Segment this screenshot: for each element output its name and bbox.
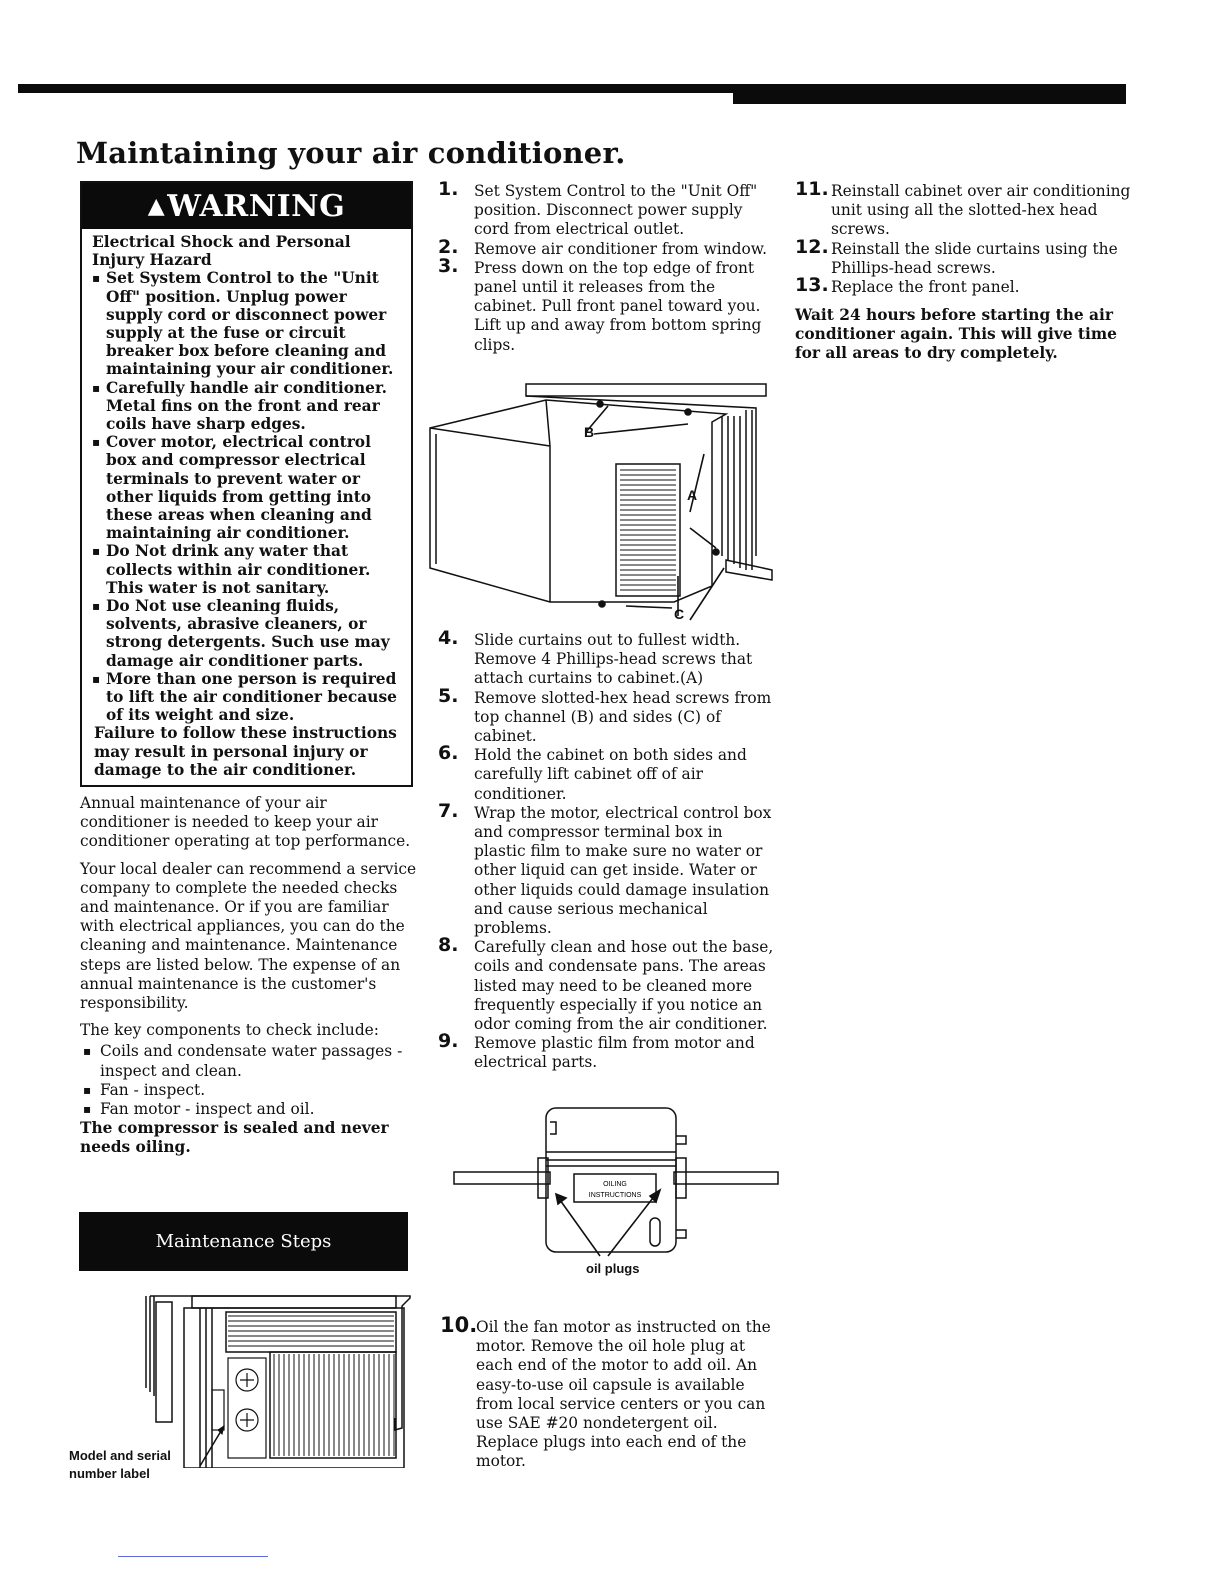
warning-footer: Failure to follow these instructions may result in personal injury or damage to the air conditioner.	[94, 724, 397, 779]
header-rule-tab	[733, 84, 1126, 104]
motor-label-line-1: OILING	[603, 1181, 627, 1188]
warning-item: ▪ More than one person is required to lift the air conditioner because of its weight and size.	[90, 670, 403, 725]
step-8: 8. Carefully clean and hose out the base, coils and condensate pans. The areas listed may need to be cleaned more frequently especially if you notice an odor coming from the air conditioner.	[438, 934, 774, 1034]
hazard-title: Electrical Shock and Personal Injury Hazard	[92, 233, 351, 270]
step-9: 9. Remove plastic film from motor and electrical parts.	[438, 1030, 755, 1072]
steps-group-1	[438, 178, 778, 355]
components-intro: The key components to check include:	[80, 1021, 379, 1040]
step-5: 5. Remove slotted-hex head screws from top channel (B) and sides (C) of cabinet.	[438, 684, 772, 746]
footer-rule	[118, 1556, 268, 1557]
warning-item: ▪ Carefully handle air conditioner. Metal fins on the front and rear coils have sharp edges.	[90, 379, 403, 434]
step-1: 1. Set System Control to the "Unit Off" position. Disconnect power supply cord from electrical outlet.	[438, 178, 758, 239]
component-item: ▪ Fan motor - inspect and oil.	[80, 1100, 418, 1119]
cabinet-illustration	[426, 380, 780, 626]
oil-plugs-caption: oil plugs	[586, 1261, 640, 1276]
step-4: 4. Slide curtains out to fullest width. Remove 4 Phillips-head screws that attach curtains to cabinet.(A)	[438, 627, 753, 688]
step-10: 10. Oil the fan motor as instructed on the motor. Remove the oil hole plug at each end of the motor to add oil. An easy-to-use oil capsule is available from local service centers or you can use SAE #20 nondetergent oil. Replace plugs into each end of the motor.	[440, 1313, 771, 1471]
component-item: ▪ Fan - inspect.	[80, 1081, 418, 1100]
fan-motor-illustration	[450, 1100, 782, 1260]
step-2: 2. Remove air conditioner from window.	[438, 235, 767, 258]
intro-section	[80, 794, 418, 1158]
compressor-note: The compressor is sealed and never needs oiling.	[80, 1119, 389, 1157]
warning-item: ▪ Do Not use cleaning fluids, solvents, abrasive cleaners, or strong detergents. Such use may damage air conditioner parts.	[90, 597, 403, 670]
step-6: 6. Hold the cabinet on both sides and carefully lift cabinet off of air conditioner.	[438, 742, 747, 803]
warning-triangle-icon: ▲	[147, 193, 166, 219]
cabinet-label-b: B	[584, 424, 595, 440]
front-view-illustration	[140, 1288, 416, 1468]
warning-item: ▪ Do Not drink any water that collects within air conditioner. This water is not sanitary.	[90, 542, 403, 597]
step-12: 12. Reinstall the slide curtains using the Phillips-head screws.	[795, 235, 1118, 277]
cabinet-label-a: A	[687, 487, 698, 503]
intro-paragraph: Annual maintenance of your air conditioner is needed to keep your air conditioner operating at top performance.	[80, 794, 411, 851]
component-item: ▪ Coils and condensate water passages - inspect and clean.	[80, 1042, 418, 1080]
step-11: 11. Reinstall cabinet over air conditioning unit using all the slotted-hex head screws.	[795, 178, 1131, 239]
warning-list	[90, 269, 403, 724]
step-7: 7. Wrap the motor, electrical control box and compressor terminal box in plastic film to make sure no water or other liquid can get inside. Water or other liquids could damage insulation and cause serious mechanical problems.	[438, 799, 772, 938]
warning-item: ▪ Cover motor, electrical control box and compressor electrical terminals to prevent water or other liquids from getting into these areas when cleaning and maintaining air conditioner.	[90, 433, 403, 542]
model-serial-label-caption: Model and serial number label	[69, 1448, 171, 1481]
components-list	[80, 1042, 418, 1119]
final-note: Wait 24 hours before starting the air conditioner again. This will give time for all areas to dry completely.	[795, 306, 1117, 363]
step-13: 13. Replace the front panel.	[795, 274, 1020, 297]
steps-group-2	[438, 627, 778, 1073]
steps-group-3	[440, 1313, 780, 1472]
motor-label-line-2: INSTRUCTIONS	[588, 1192, 642, 1199]
step-3: 3. Press down on the top edge of front panel until it releases from the cabinet. Pull front panel toward you. Lift up and away from bottom spring clips.	[438, 254, 762, 354]
warning-item: ▪ Set System Control to the "Unit Off" position. Unplug power supply cord or disconnect power supply at the fuse or circuit breaker box before cleaning and maintaining your air conditioner.	[90, 269, 403, 378]
maintenance-steps-bar: Maintenance Steps	[79, 1212, 408, 1271]
steps-group-4	[795, 178, 1131, 297]
intro-paragraph: Your local dealer can recommend a service company to complete the needed checks and maintenance. Or if you are familiar with electrical appliances, you can do the cleaning and maintenance. Maintenance steps are listed below. The expense of an annual maintenance is the customer's responsibility.	[80, 859, 417, 1013]
page-title: Maintaining your air conditioner.	[76, 136, 626, 170]
warning-box	[80, 181, 413, 787]
warning-heading: ▲ WARNING	[82, 183, 411, 229]
cabinet-label-c: C	[674, 606, 685, 622]
